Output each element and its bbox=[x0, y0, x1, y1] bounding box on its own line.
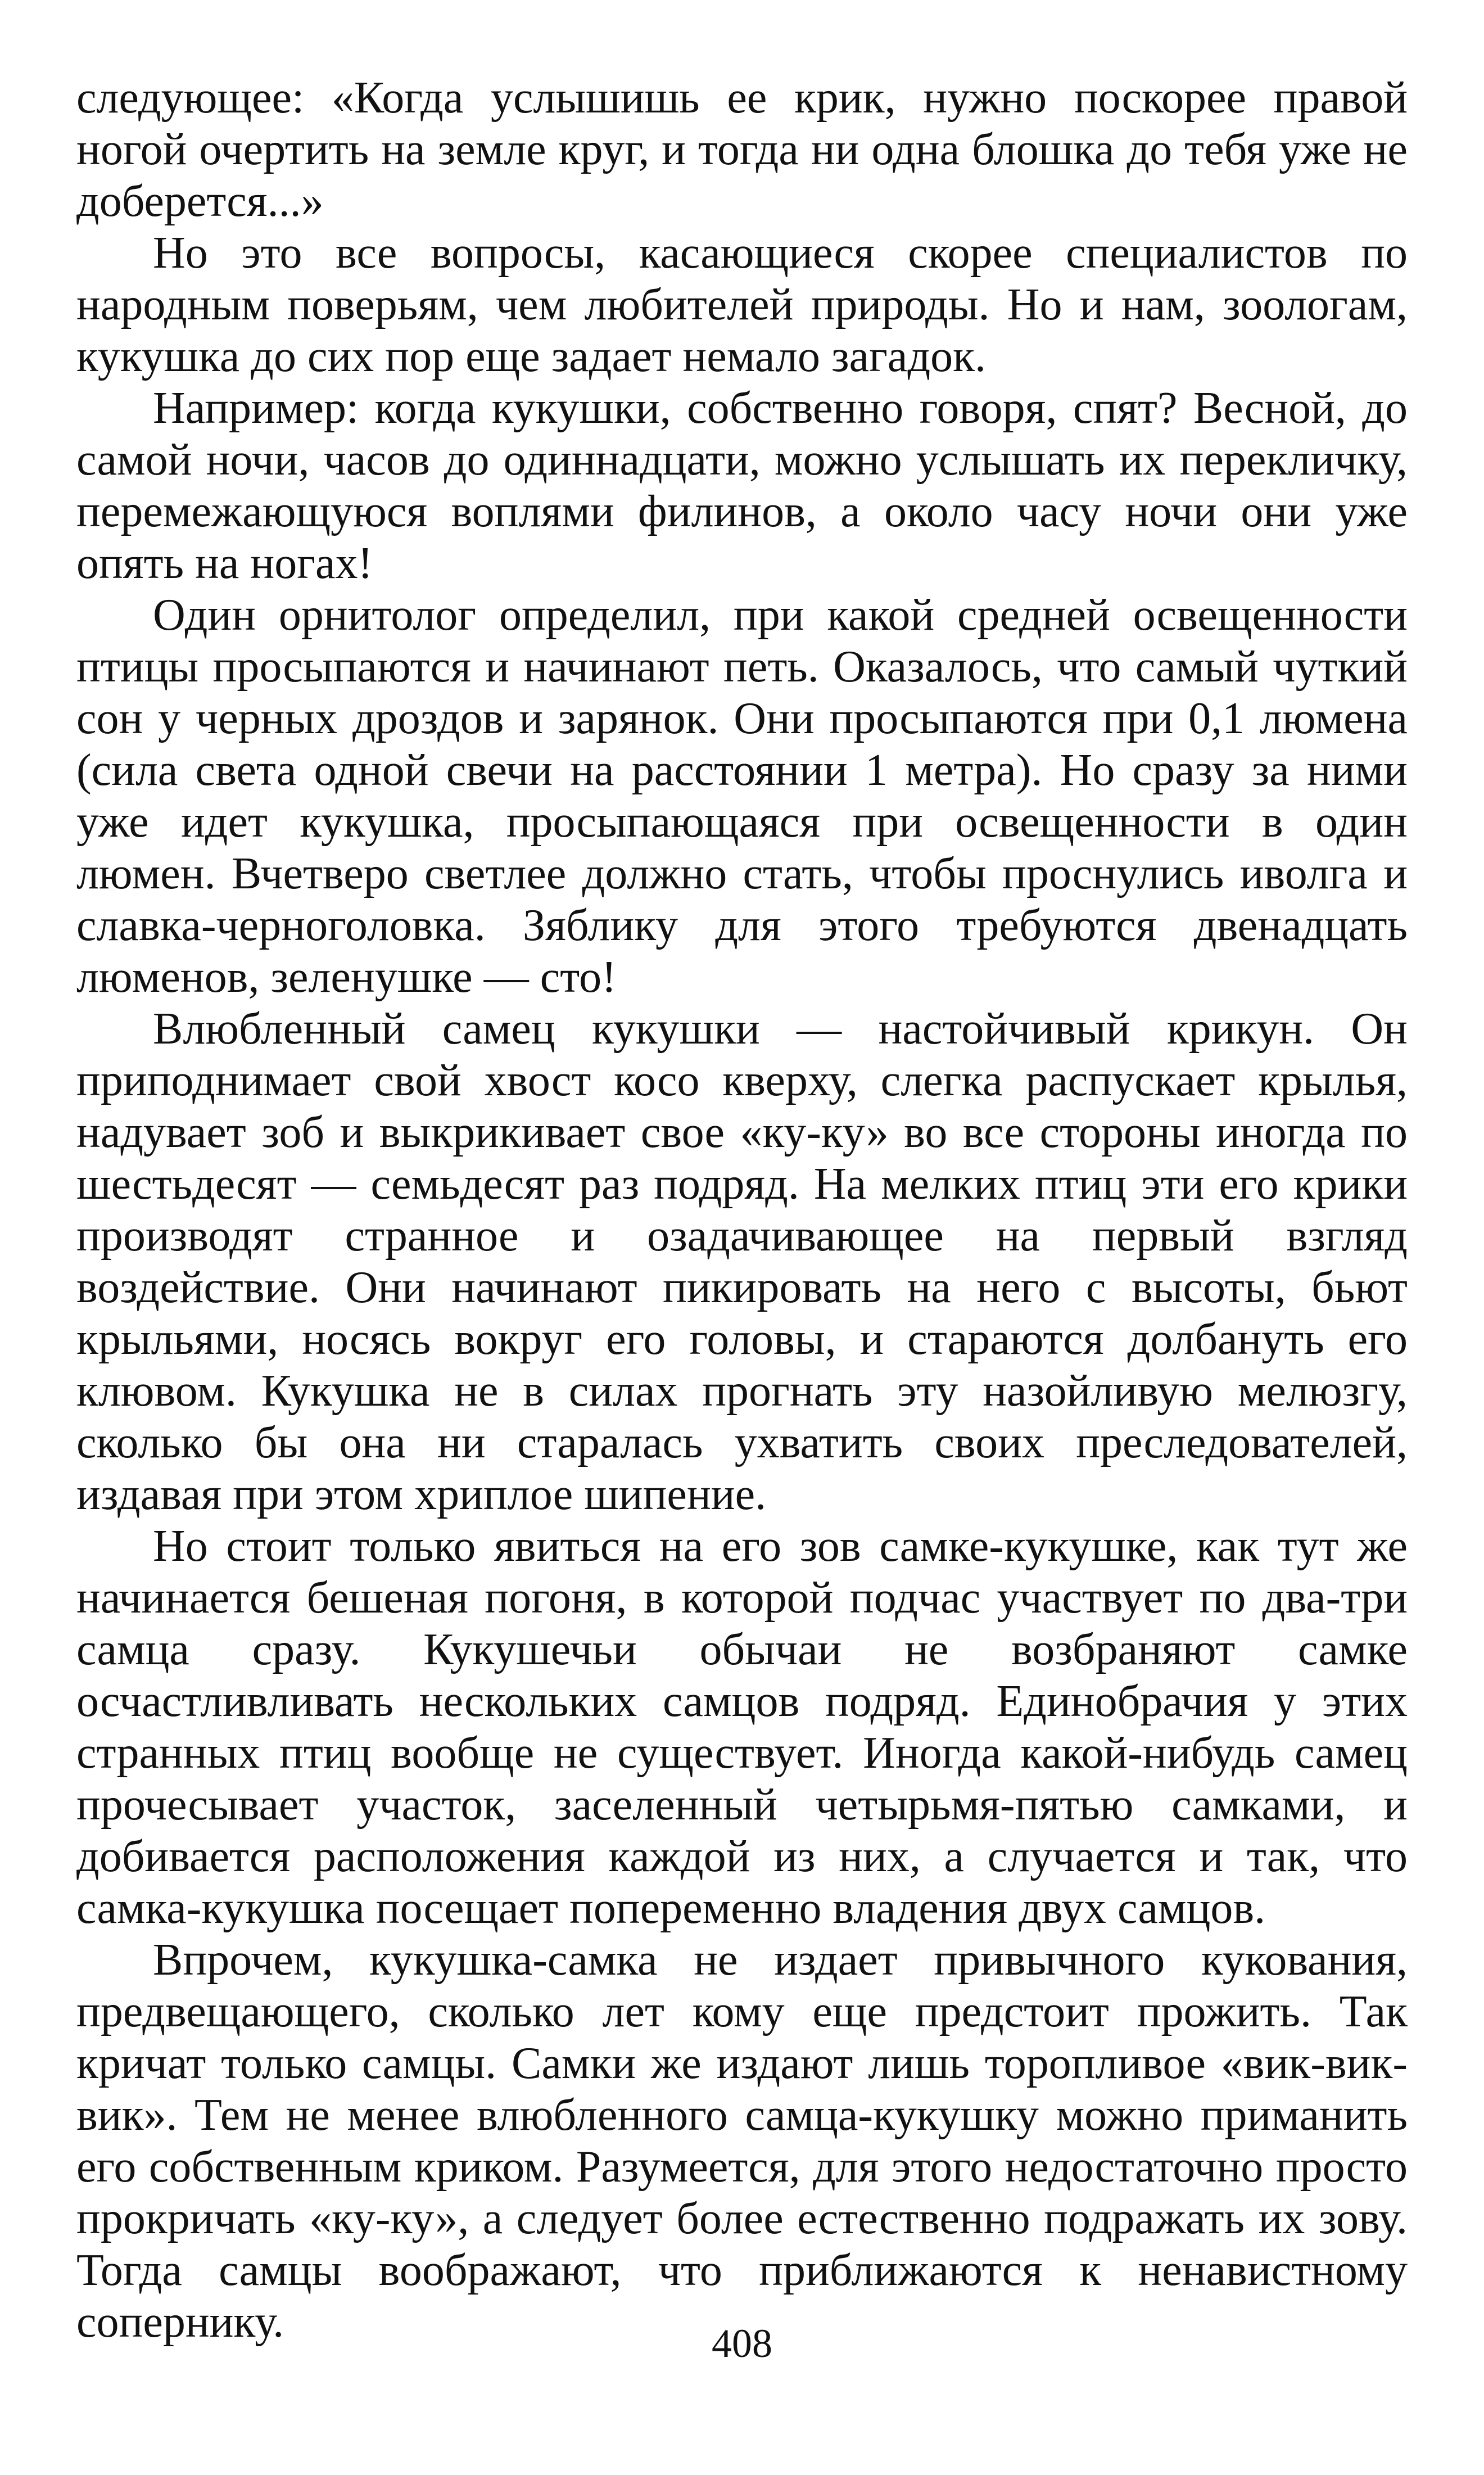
paragraph-3: Например: когда кукушки, собственно говоря, спят? Весной, до самой ночи, часов до одиннадцати, можно услышать их перекличку, перемежающуюся воплями филинов, а около часу ночи они уже опять на ногах! bbox=[76, 383, 1408, 588]
paragraph-1: следующее: «Когда услышишь ее крик, нужно поскорее правой ногой очертить на земле круг, и тогда ни одна блошка до тебя уже не доберется...» bbox=[76, 73, 1408, 226]
paragraph-2: Но это все вопросы, касающиеся скорее специалистов по народным поверьям, чем любителей природы. Но и нам, зоологам, кукушка до сих пор еще задает немало загадок. bbox=[76, 228, 1408, 381]
paragraph-7: Впрочем, кукушка-самка не издает привычного кукования, предвещающего, сколько лет кому еще предстоит прожить. Так кричат только самцы. Самки же издают лишь торопливое «вик-вик-вик». Тем не менее влюбленного самца-кукушку можно приманить его собственным криком. Разумеется, для этого недостаточно просто прокричать «ку-ку», а следует более естественно подражать их зову. Тогда самцы воображают, что приближаются к ненавистному сопернику. bbox=[76, 1935, 1408, 2347]
paragraph-5: Влюбленный самец кукушки — настойчивый крикун. Он приподнимает свой хвост косо кверху, слегка распускает крылья, надувает зоб и выкрикивает свое «ку-ку» во все стороны иногда по шестьдесят — семьдесят раз подряд. На мелких птиц эти его крики производят странное и озадачивающее на первый взгляд воздействие. Они начинают пикировать на него с высоты, бьют крыльями, носясь вокруг его головы, и стараются долбануть его клювом. Кукушка не в силах прогнать эту назойливую мелюзгу, сколько бы она ни старалась ухватить своих преследователей, издавая при этом хриплое шипение. bbox=[76, 1004, 1408, 1519]
page-number: 408 bbox=[712, 2321, 772, 2366]
paragraph-6: Но стоит только явиться на его зов самке-кукушке, как тут же начинается бешеная погоня, в которой подчас участвует по два-три самца сразу. Кукушечьи обычаи не возбраняют самке осчастливливать нескольких самцов подряд. Единобрачия у этих странных птиц вообще не существует. Иногда какой-нибудь самец прочесывает участок, заселенный четырьмя-пятью самками, и добивается расположения каждой из них, а случается и так, что самка-кукушка посещает попеременно владения двух самцов. bbox=[76, 1521, 1408, 1933]
page-body bbox=[76, 72, 1408, 2348]
paragraph-4: Один орнитолог определил, при какой средней освещенности птицы просыпаются и начинают петь. Оказалось, что самый чуткий сон у черных дроздов и зарянок. Они просыпаются при 0,1 люмена (сила света одной свечи на расстоянии 1 метра). Но сразу за ними уже идет кукушка, просыпающаяся при освещенности в один люмен. Вчетверо светлее должно стать, чтобы проснулись иволга и славка-черноголовка. Зяблику для этого требуются двенадцать люменов, зеленушке — сто! bbox=[76, 590, 1408, 1002]
